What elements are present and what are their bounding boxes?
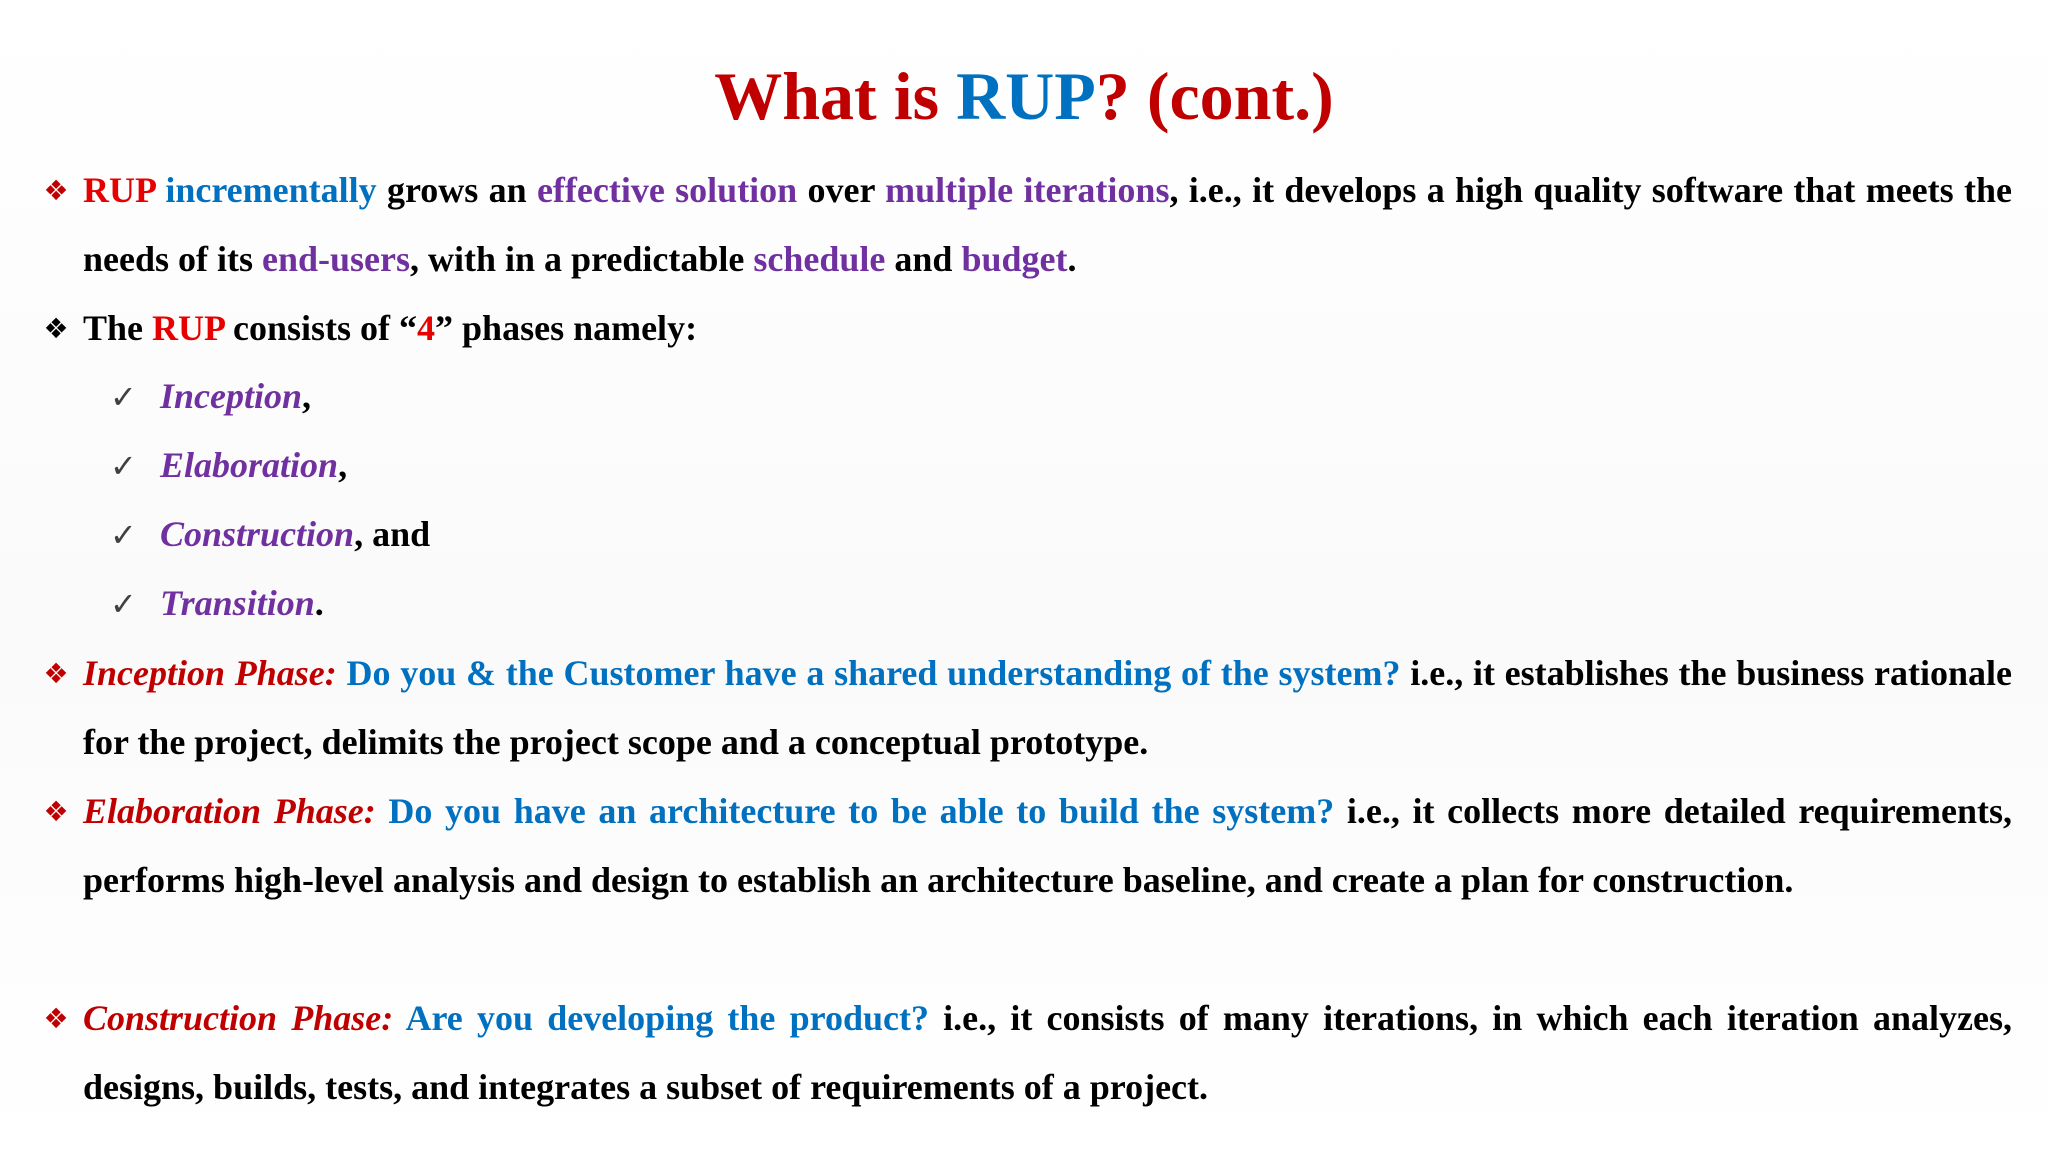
text-segment: , with in a predictable — [410, 239, 754, 279]
bullet-body — [83, 639, 2012, 777]
phase-suffix: , — [338, 445, 348, 485]
check-mark-icon: ✓ — [110, 447, 137, 485]
slide-title — [0, 56, 2048, 136]
text-segment: budget — [961, 239, 1068, 279]
phase-item-construction — [110, 500, 430, 570]
diamond-cross-icon: ❖ — [43, 174, 69, 207]
text-segment — [155, 170, 165, 210]
phase-name: Construction — [160, 514, 355, 554]
text-segment: schedule — [753, 239, 886, 279]
text-segment: multiple iterations — [885, 170, 1170, 210]
title-part-what-is: What is — [714, 58, 957, 134]
phase-name: Inception — [160, 376, 303, 416]
bullet-phases-intro — [36, 294, 2012, 363]
title-part-rup: RUP — [956, 58, 1096, 134]
text-segment: Do you & the Customer have a shared understanding of the system? — [346, 653, 1401, 693]
text-segment — [393, 998, 405, 1038]
bullet-body — [83, 777, 2012, 915]
phase-suffix: . — [314, 583, 324, 623]
text-segment: The — [83, 308, 153, 348]
text-segment: and — [885, 239, 962, 279]
text-segment: Are you developing the product? — [405, 998, 929, 1038]
check-mark-icon: ✓ — [110, 378, 137, 416]
bullet-body — [83, 984, 2012, 1122]
title-part-cont: ? (cont.) — [1095, 58, 1334, 134]
phase-name: Transition — [160, 583, 315, 623]
phase-item-inception — [110, 362, 311, 432]
phase-suffix: , — [302, 376, 312, 416]
text-segment: . — [1067, 239, 1077, 279]
text-segment: Construction Phase: — [83, 998, 394, 1038]
text-segment: ” phases namely: — [435, 308, 698, 348]
diamond-cross-icon: ❖ — [43, 1002, 69, 1035]
text-segment: over — [797, 170, 886, 210]
bullet-body — [83, 294, 2012, 363]
text-segment: i.e., it collects more detailed requirements, performs high-level analysis and design to establish an architecture baseline, and create a plan for construction. — [83, 791, 2012, 900]
check-mark-icon: ✓ — [110, 516, 137, 554]
text-segment: effective solution — [536, 170, 798, 210]
diamond-cross-icon: ❖ — [43, 657, 69, 690]
diamond-cross-icon: ❖ — [43, 312, 69, 345]
text-segment: consists of “ — [224, 308, 418, 348]
text-segment: Do you have an architecture to be able to build the system? — [388, 791, 1335, 831]
bullet-body — [83, 156, 2012, 294]
text-segment: 4 — [417, 308, 436, 348]
check-mark-icon: ✓ — [110, 585, 137, 623]
text-segment — [337, 653, 347, 693]
phase-item-transition — [110, 569, 324, 639]
text-segment — [376, 791, 389, 831]
text-segment: end-users — [262, 239, 411, 279]
bullet-elaboration-phase — [36, 777, 2012, 915]
text-segment: i.e., it consists of many iterations, in which each iteration analyzes, designs, builds, tests, and integrates a subset of requirements of a project. — [83, 998, 2012, 1107]
phase-suffix: , and — [354, 514, 431, 554]
text-segment: RUP — [83, 170, 155, 210]
text-segment: RUP — [152, 308, 225, 348]
text-segment: i.e., it establishes the business rationale for the project, delimits the project scope and a conceptual prototype. — [83, 653, 2012, 762]
bullet-construction-phase — [36, 984, 2012, 1122]
text-segment: Elaboration Phase: — [83, 791, 376, 831]
text-segment: Inception Phase: — [83, 653, 337, 693]
bullet-rup-overview — [36, 156, 2012, 294]
bullet-inception-phase — [36, 639, 2012, 777]
text-segment: grows an — [376, 170, 537, 210]
text-segment: , i.e., it develops a high quality software that meets the needs of its — [83, 170, 2012, 279]
diamond-cross-icon: ❖ — [43, 795, 69, 828]
text-segment: incrementally — [165, 170, 377, 210]
phase-name: Elaboration — [160, 445, 339, 485]
phase-item-elaboration — [110, 431, 347, 501]
